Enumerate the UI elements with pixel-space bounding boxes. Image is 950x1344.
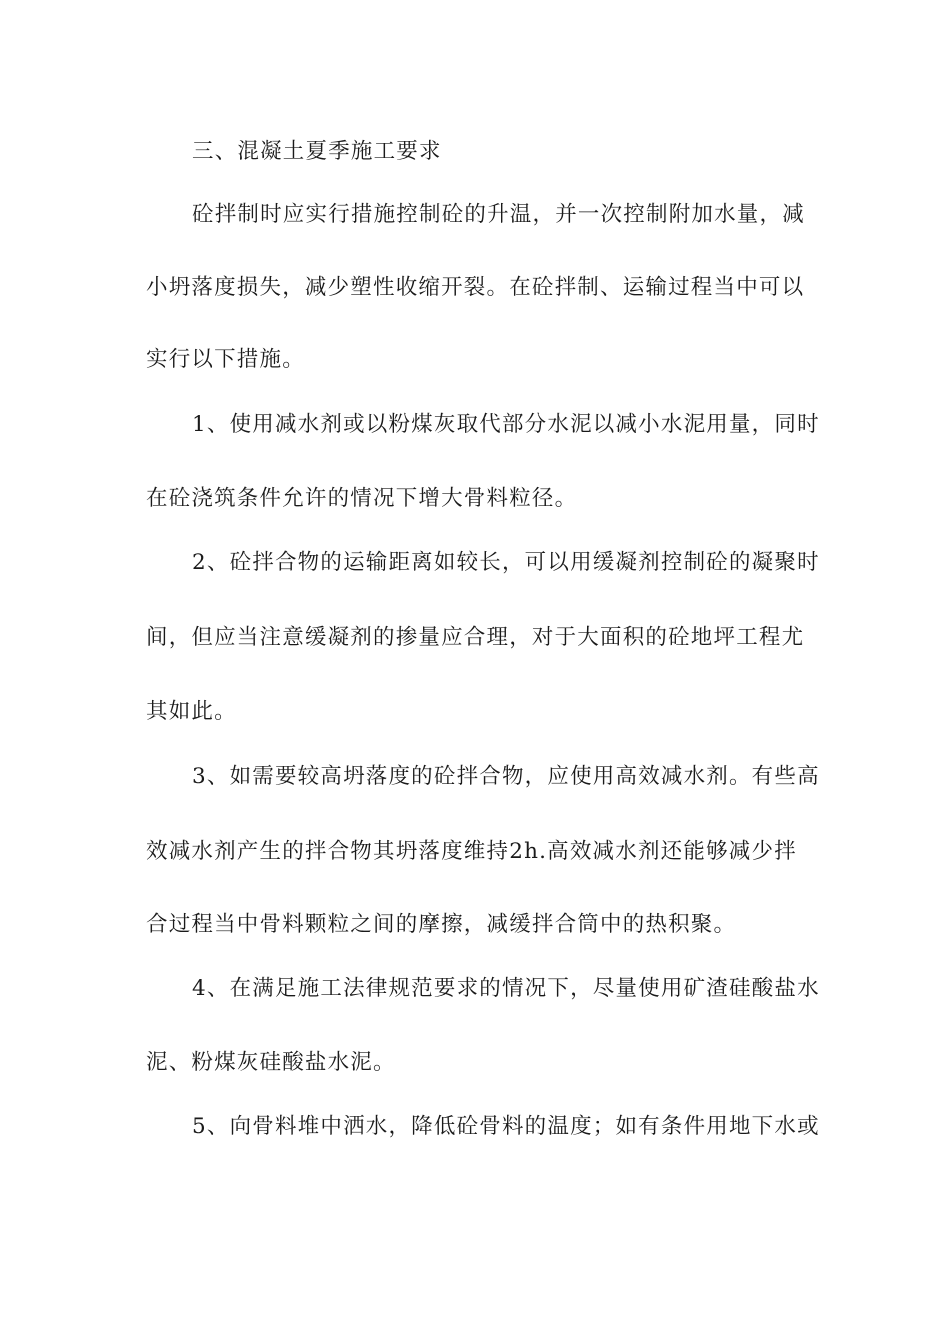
paragraph-line: 2、砼拌合物的运输距离如较长，可以用缓凝剂控制砼的凝聚时 [192, 550, 820, 575]
section-heading: 三、混凝土夏季施工要求 [192, 139, 442, 164]
paragraph-line: 效减水剂产生的拌合物其坍落度维持2h.高效减水剂还能够减少拌 [146, 839, 797, 864]
paragraph-line: 合过程当中骨料颗粒之间的摩擦，减缓拌合筒中的热积聚。 [146, 912, 737, 937]
paragraph-line: 1、使用减水剂或以粉煤灰取代部分水泥以减小水泥用量，同时 [192, 412, 820, 437]
paragraph-line: 小坍落度损失，减少塑性收缩开裂。在砼拌制、运输过程当中可以 [146, 275, 805, 300]
paragraph-line: 间，但应当注意缓凝剂的掺量应合理，对于大面积的砼地坪工程尤 [146, 625, 805, 650]
paragraph-line: 4、在满足施工法律规范要求的情况下，尽量使用矿渣硅酸盐水 [192, 976, 820, 1001]
paragraph-line: 3、如需要较高坍落度的砼拌合物，应使用高效减水剂。有些高 [192, 764, 820, 789]
paragraph-line: 在砼浇筑条件允许的情况下增大骨料粒径。 [146, 486, 578, 511]
paragraph-line: 其如此。 [146, 699, 237, 724]
paragraph-line: 5、向骨料堆中洒水，降低砼骨料的温度；如有条件用地下水或 [192, 1114, 820, 1139]
paragraph-line: 泥、粉煤灰硅酸盐水泥。 [146, 1050, 396, 1075]
paragraph-line: 砼拌制时应实行措施控制砼的升温，并一次控制附加水量，减 [192, 202, 805, 227]
paragraph-line: 实行以下措施。 [146, 347, 305, 372]
